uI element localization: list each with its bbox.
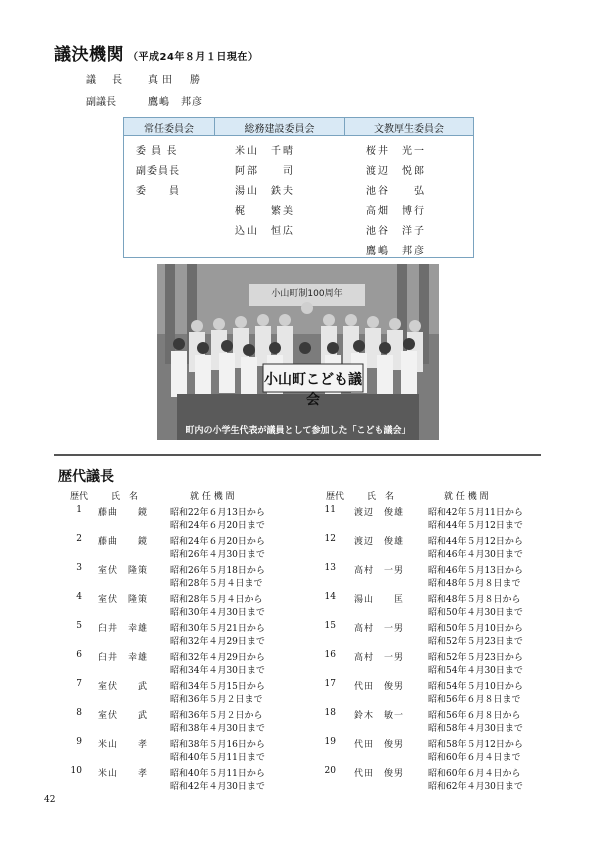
term-to: 昭和32年４月29日まで [170,637,265,647]
term-to: 昭和40年５月11日まで [170,753,265,763]
chair-order: 6 [76,650,82,660]
officer-role: 副議長 [86,97,116,108]
section-divider [54,454,541,456]
soumu-member: 阿部 司 [235,166,295,177]
term-to: 昭和60年６月４日まで [428,753,521,763]
committee-table [123,117,474,258]
photo-banner-top: 小山町制100周年 [271,289,343,299]
chair-order: 3 [76,563,82,573]
term-to: 昭和58年４月30日まで [428,724,523,734]
children-assembly-photo [157,264,439,440]
officer-chair [86,71,204,86]
chair-name: 代田 俊男 [354,769,405,779]
chair-order: 4 [76,592,82,602]
col-name-left: 氏 名 [111,492,139,502]
chair-name: 代田 俊男 [354,740,405,750]
chair-name: 高村 一男 [354,653,405,663]
term-from: 昭和60年６月４日から [428,769,521,779]
title-text: 議決機関 [54,45,124,65]
soumu-member: 梶 繁美 [235,206,295,217]
term-to: 昭和44年５月12日まで [428,521,523,531]
soumu-member: 湯山 鉄夫 [235,186,295,197]
chair-order: 1 [76,505,82,515]
soumu-member: 米山 千晴 [235,146,295,157]
chair-order: 16 [324,650,336,660]
term-from: 昭和56年６月８日から [428,711,521,721]
term-to: 昭和34年４月30日まで [170,666,265,676]
term-from: 昭和40年５月11日から [170,769,265,779]
chair-order: 2 [76,534,82,544]
chair-name: 藤曲 鏡 [98,537,149,547]
chair-name: 渡辺 俊雄 [354,537,405,547]
page-number: 42 [44,795,56,805]
bunkyo-member: 桜井 光一 [366,146,426,157]
chair-order: 5 [76,621,82,631]
chair-order: 12 [324,534,336,544]
chair-name: 藤曲 鏡 [98,508,149,518]
col-term-left: 就 任 機 間 [190,492,235,502]
chair-order: 17 [324,679,336,689]
officer-vice-chair [86,93,203,108]
term-to: 昭和52年５月23日まで [428,637,523,647]
photo-banner-main: 小山町こども議会 [264,372,362,408]
term-from: 昭和22年６月13日から [170,508,265,518]
term-from: 昭和34年５月15日から [170,682,265,692]
photo-caption: 町内の小学生代表が議員として参加した「こども議会」 [185,426,411,436]
term-from: 昭和24年６月20日から [170,537,265,547]
chair-name: 高村 一男 [354,624,405,634]
term-to: 昭和28年５月４日まで [170,579,263,589]
chair-order: 19 [324,737,336,747]
soumu-member: 込山 恒広 [235,226,295,237]
role-vice-chair: 副委員長 [136,166,180,177]
chair-order: 13 [324,563,336,573]
date-subtitle: （平成24年８月１日現在） [128,52,259,63]
officer-name: 鷹嶋 邦彦 [148,97,203,108]
term-from: 昭和42年５月11日から [428,508,523,518]
term-to: 昭和38年４月30日まで [170,724,265,734]
chair-order: 20 [324,766,336,776]
term-to: 昭和24年６月20日まで [170,521,265,531]
chair-name: 鈴木 敏一 [354,711,405,721]
col-order-right: 歴代 [326,492,345,502]
chair-name: 米山 孝 [98,769,149,779]
chair-name: 渡辺 俊雄 [354,508,405,518]
term-from: 昭和38年５月16日から [170,740,265,750]
term-from: 昭和54年５月10日から [428,682,523,692]
term-from: 昭和44年５月12日から [428,537,523,547]
officer-name: 真田 勝 [148,75,204,86]
term-from: 昭和50年５月10日から [428,624,523,634]
col-order-left: 歴代 [70,492,89,502]
officer-role: 議 長 [86,75,125,86]
term-from: 昭和52年５月23日から [428,653,523,663]
term-to: 昭和36年５月２日まで [170,695,263,705]
term-from: 昭和32年４月29日から [170,653,265,663]
bunkyo-member: 池谷 洋子 [366,226,426,237]
committee-header [124,118,473,136]
term-to: 昭和62年４月30日まで [428,782,523,792]
term-to: 昭和48年５月８日まで [428,579,521,589]
bunkyo-member: 高畑 博行 [366,206,426,217]
chair-order: 14 [324,592,336,602]
chair-name: 臼井 幸雄 [98,653,149,663]
bunkyo-member: 鷹嶋 邦彦 [366,246,426,257]
bunkyo-member: 渡辺 悦郎 [366,166,426,177]
chair-order: 10 [70,766,82,776]
chair-name: 室伏 隆策 [98,595,149,605]
header-soumu: 総務建設委員会 [244,124,315,135]
history-title: 歴代議長 [58,469,114,485]
col-name-right: 氏 名 [367,492,395,502]
chair-name: 代田 俊男 [354,682,405,692]
chair-name: 臼井 幸雄 [98,624,149,634]
page-title [54,40,258,65]
chair-order: 7 [76,679,82,689]
chair-order: 9 [76,737,82,747]
term-to: 昭和30年４月30日まで [170,608,265,618]
chair-order: 8 [76,708,82,718]
term-to: 昭和42年４月30日まで [170,782,265,792]
term-to: 昭和26年４月30日まで [170,550,265,560]
term-to: 昭和50年４月30日まで [428,608,523,618]
role-chair: 委 員 長 [136,146,178,157]
chair-name: 高村 一男 [354,566,405,576]
term-from: 昭和30年５月21日から [170,624,265,634]
term-from: 昭和28年５月４日から [170,595,263,605]
term-from: 昭和26年５月18日から [170,566,265,576]
chair-order: 11 [324,505,336,515]
bunkyo-member: 池谷 弘 [366,186,426,197]
role-member: 委 員 [136,186,180,197]
term-from: 昭和58年５月12日から [428,740,523,750]
chair-name: 湯山 匡 [354,595,405,605]
chair-name: 室伏 武 [98,682,149,692]
chair-order: 15 [324,621,336,631]
chair-order: 18 [324,708,336,718]
term-from: 昭和36年５月２日から [170,711,263,721]
term-to: 昭和46年４月30日まで [428,550,523,560]
header-bunkyo: 文教厚生委員会 [374,124,444,135]
chair-name: 室伏 武 [98,711,149,721]
term-from: 昭和48年５月８日から [428,595,521,605]
term-from: 昭和46年５月13日から [428,566,523,576]
header-standing: 常任委員会 [144,124,194,135]
col-term-right: 就 任 機 間 [444,492,489,502]
term-to: 昭和54年４月30日まで [428,666,523,676]
chair-name: 室伏 隆策 [98,566,149,576]
chair-name: 米山 孝 [98,740,149,750]
term-to: 昭和56年６月８日まで [428,695,521,705]
